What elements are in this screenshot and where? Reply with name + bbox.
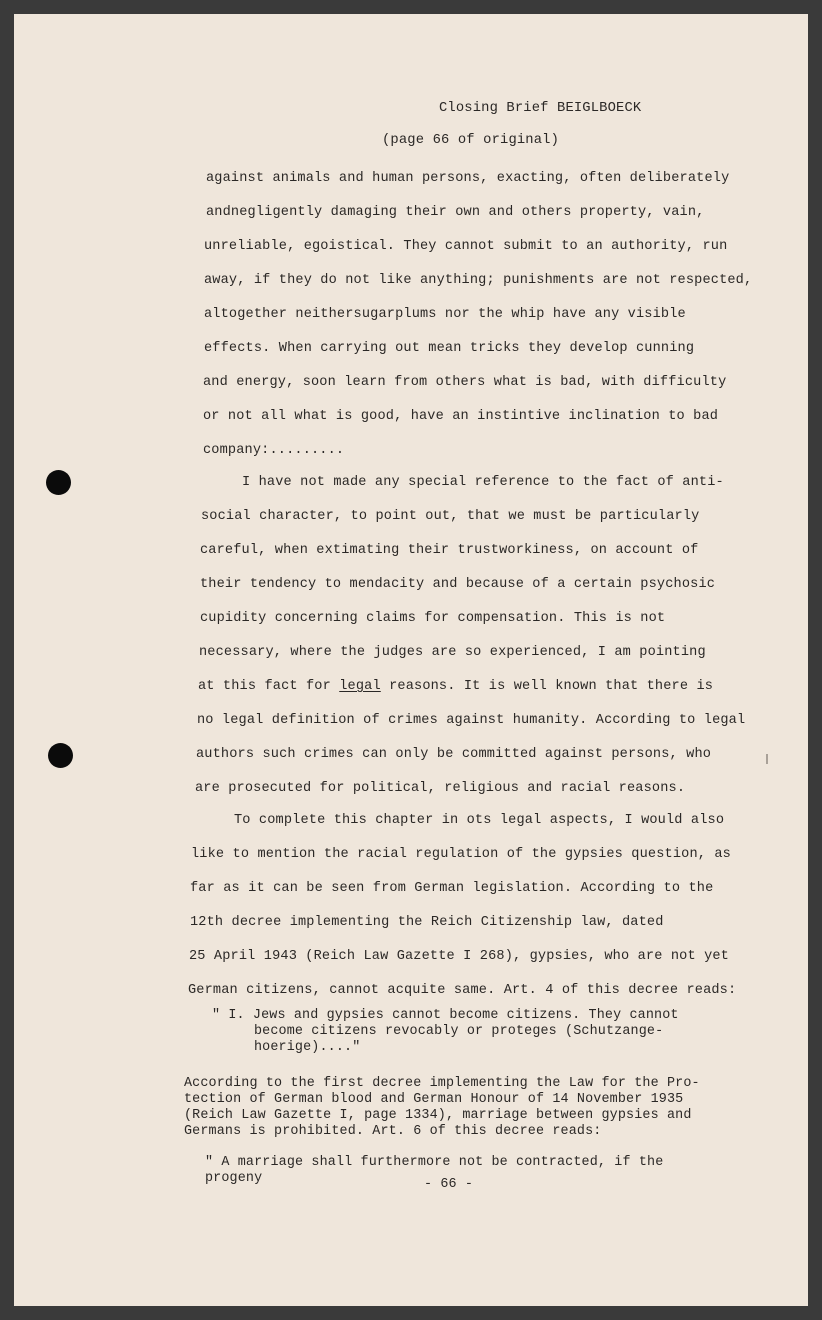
body-line: [198, 680, 713, 694]
body-line: their tendency to mendacity and because of a certain psychosic: [200, 577, 716, 592]
body-line: social character, to point out, that we must be particularly: [201, 509, 700, 524]
body-line: no legal definition of crimes against humanity. According to legal: [197, 713, 746, 728]
quote-line: hoerige)....": [254, 1040, 361, 1055]
body-line: tection of German blood and German Honour of 14 November 1935: [184, 1092, 684, 1107]
body-line: 25 April 1943 (Reich Law Gazette I 268), gypsies, who are not yet: [189, 949, 729, 964]
body-line: like to mention the racial regulation of the gypsies question, as: [191, 847, 731, 862]
body-line: effects. When carrying out mean tricks they develop cunning: [204, 341, 695, 356]
body-line: and energy, soon learn from others what is bad, with difficulty: [203, 375, 727, 390]
body-line: company:.........: [203, 443, 345, 458]
body-line: are prosecuted for political, religious and racial reasons.: [195, 781, 686, 796]
quote-line: become citizens revocably or proteges (Schutzange-: [254, 1024, 664, 1039]
underlined-word: legal: [339, 679, 381, 694]
punch-hole: [48, 743, 73, 768]
body-line: altogether neithersugarplums nor the whip have any visible: [204, 307, 686, 322]
body-line: I have not made any special reference to the fact of anti-: [242, 475, 724, 490]
page-number: - 66 -: [424, 1177, 474, 1192]
body-line: Germans is prohibited. Art. 6 of this decree reads:: [184, 1124, 602, 1139]
body-line: careful, when extimating their trustworkiness, on account of: [200, 543, 699, 558]
body-line: authors such crimes can only be committed against persons, who: [196, 747, 712, 762]
body-line: According to the first decree implementing the Law for the Pro-: [184, 1076, 700, 1091]
body-line: German citizens, cannot acquite same. Art. 4 of this decree reads:: [188, 983, 737, 998]
document-title: Closing Brief BEIGLBOECK: [439, 101, 642, 116]
body-line: far as it can be seen from German legislation. According to the: [190, 881, 714, 896]
body-line: andnegligently damaging their own and others property, vain,: [206, 205, 705, 220]
original-page-reference: (page 66 of original): [382, 133, 560, 148]
body-line: 12th decree implementing the Reich Citizenship law, dated: [190, 915, 664, 930]
body-line: (Reich Law Gazette I, page 1334), marriage between gypsies and: [184, 1108, 692, 1123]
body-line: necessary, where the judges are so experienced, I am pointing: [199, 645, 706, 660]
body-line: against animals and human persons, exacting, often deliberately: [206, 171, 730, 186]
margin-mark: [766, 754, 768, 764]
line-text: reasons. It is well known that there is: [380, 679, 714, 694]
body-line: unreliable, egoistical. They cannot submit to an authority, run: [204, 239, 728, 254]
quote-line: progeny: [205, 1171, 263, 1186]
quote-line: " I. Jews and gypsies cannot become citizens. They cannot: [212, 1008, 679, 1023]
body-line: To complete this chapter in ots legal aspects, I would also: [234, 813, 725, 828]
body-line: away, if they do not like anything; punishments are not respected,: [204, 273, 753, 288]
quote-line: " A marriage shall furthermore not be contracted, if the: [205, 1155, 664, 1170]
body-line: cupidity concerning claims for compensation. This is not: [200, 611, 666, 626]
punch-hole: [46, 470, 71, 495]
document-page: [14, 14, 808, 1306]
body-line: or not all what is good, have an instintive inclination to bad: [203, 409, 719, 424]
line-text: at this fact for: [198, 679, 340, 694]
